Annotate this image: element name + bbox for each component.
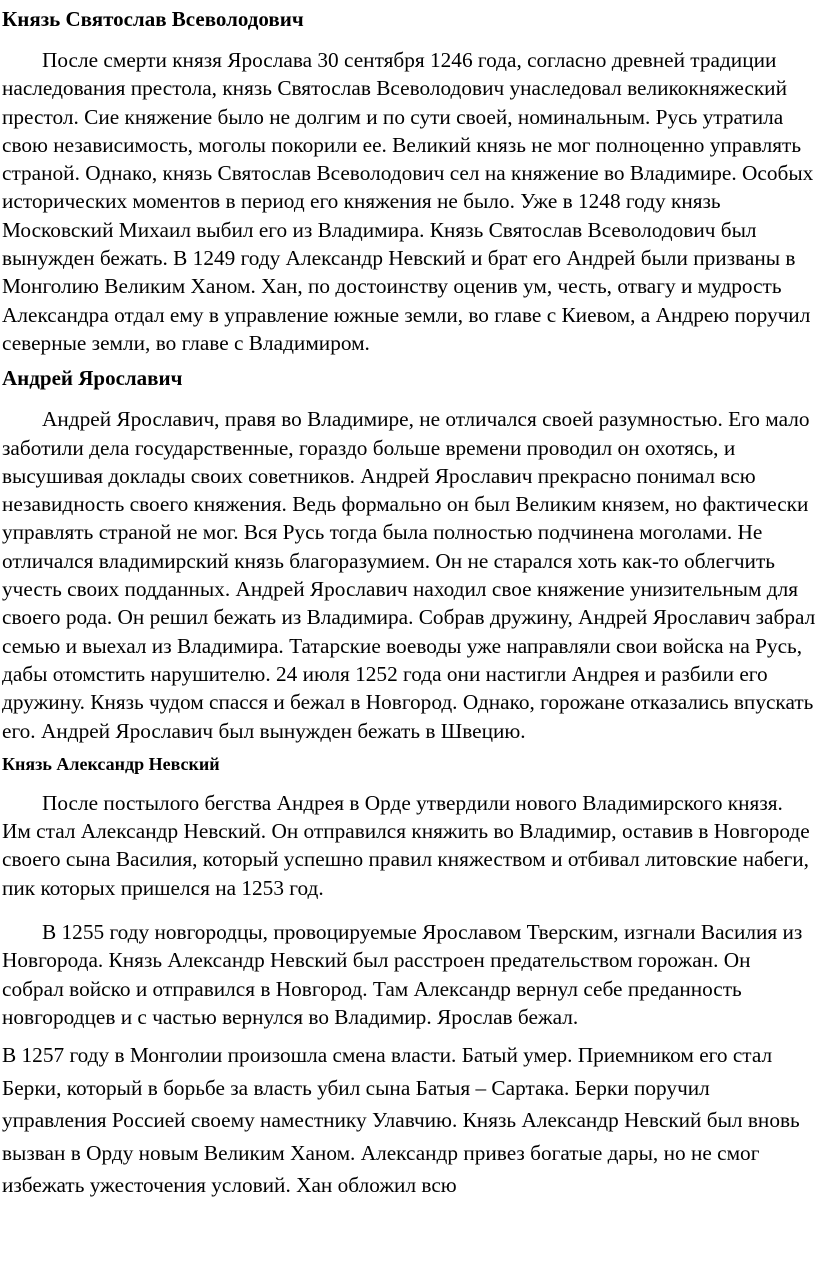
section-sviatoslav bbox=[2, 6, 816, 357]
section-heading: Князь Святослав Всеволодович bbox=[2, 7, 304, 31]
paragraph: Андрей Ярославич, правя во Владимире, не отличался своей разумностью. Его мало заботили дела государственные, гораздо больше времени проводил он охотясь, и высушивая доклады своих советников. Андрей Ярославич прекрасно понимал всю незавидность своего княжения. Ведь формально он был Великим князем, но фактически управлять страной не мог. Вся Русь тогда была полностью подчинена моголами. Не отличался владимирский князь благоразумием. Он не старался хоть как-то облегчить учесть своих подданных. Андрей Ярославич находил свое княжение унизительным для своего рода. Он решил бежать из Владимира. Собрав дружину, Андрей Ярославич забрал семью и выехал из Владимира. Татарские воеводы уже направляли свои войска на Русь, дабы отомстить нарушителю. 24 июля 1252 года они настигли Андрея и разбили его дружину. Князь чудом спасся и бежал в Новгород. Однако, горожане отказались впускать его. Андрей Ярославич был вынужден бежать в Швецию. bbox=[2, 407, 816, 743]
paragraph: В 1257 году в Монголии произошла смена власти. Батый умер. Приемником его стал Берки, который в борьбе за власть убил сына Батыя – Сартака. Берки поручил управления Россией своему наместнику Улавчию. Князь Александр Невский был вновь вызван в Орду новым Великим Ханом. Александр привез богатые дары, но не смог избежать ужесточения условий. Хан обложил всю bbox=[2, 1043, 800, 1198]
paragraph: В 1255 году новгородцы, провоцируемые Ярославом Тверским, изгнали Василия из Новгорода. Князь Александр Невский был расстроен предательством горожан. Он собрал войско и отправился в Новгород. Там Александр вернул себе преданность новгородцев и с частью вернулся во Владимир. Ярослав бежал. bbox=[2, 920, 803, 1029]
section-heading: Князь Александр Невский bbox=[2, 753, 220, 774]
paragraph: После постылого бегства Андрея в Орде утвердили нового Владимирского князя. Им стал Александр Невский. Он отправился княжить во Владимир, оставив в Новгороде своего сына Василия, который успешно правил княжеством и отбивал литовские набеги, пик которых пришелся на 1253 год. bbox=[2, 790, 810, 900]
section-heading: Андрей Ярославич bbox=[2, 366, 183, 391]
paragraph: После смерти князя Ярослава 30 сентября 1246 года, согласно древней традиции наследования престола, князь Святослав Всеволодович унаследовал великокняжеский престол. Сие княжение было не долгим и по сути своей, номинальным. Русь утратила свою независимость, моголы покорили ее. Великий князь не мог полноценно управлять страной. Однако, князь Святослав Всеволодович сел на княжение во Владимире. Особых исторических моментов в период его княжения не было. Уже в 1248 году князь Московский Михаил выбил его из Владимира. Князь Святослав Всеволодович был вынужден бежать. В 1249 году Александр Невский и брат его Андрей были призваны в Монголию Великим Ханом. Хан, по достоинству оценив ум, честь, отвагу и мудрость Александра отдал ему в управление южные земли, во главе с Киевом, а Андрею поручил северные земли, во главе с Владимиром. bbox=[2, 48, 814, 355]
section-alexander bbox=[2, 753, 816, 1202]
section-andrei bbox=[2, 365, 816, 745]
